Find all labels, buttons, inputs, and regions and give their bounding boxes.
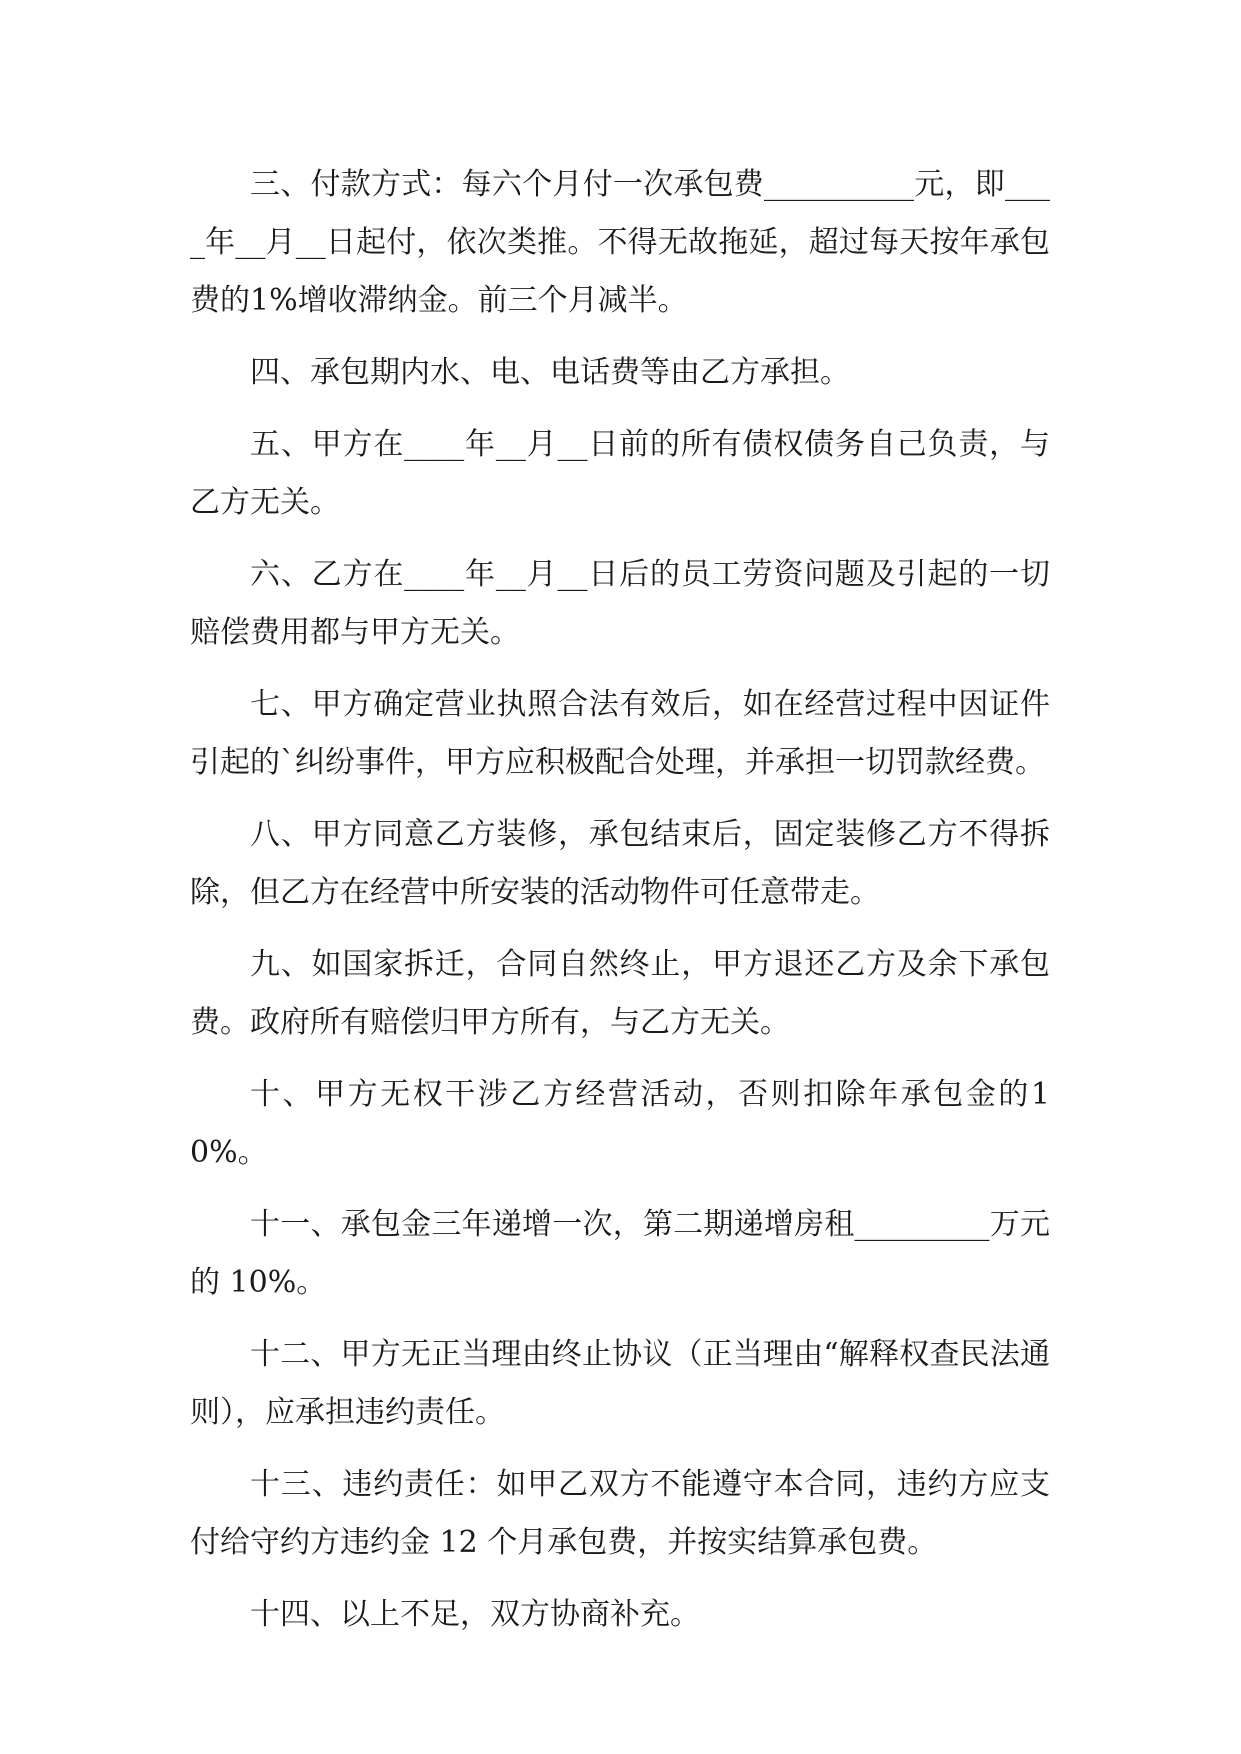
document-page — [190, 156, 1050, 1658]
clause-3-payment-method: 三、付款方式：每六个月付一次承包费__________元，即____年__月__日起付，依次类推。不得无故拖延，超过每天按年承包费的1%增收滞纳金。前三个月减半。 — [190, 167, 1050, 318]
clause-10-non-interference: 十、甲方无权干涉乙方经营活动，否则扣除年承包金的10%。 — [190, 1077, 1050, 1170]
clause-8-renovation: 八、甲方同意乙方装修，承包结束后，固定装修乙方不得拆除，但乙方在经营中所安装的活动物件可任意带走。 — [190, 817, 1050, 910]
clause-11-rent-increase: 十一、承包金三年递增一次，第二期递增房租_________万元的 10%。 — [190, 1207, 1050, 1300]
clause-4-utilities: 四、承包期内水、电、电话费等由乙方承担。 — [250, 355, 850, 390]
clause-7-business-license: 七、甲方确定营业执照合法有效后，如在经营过程中因证件引起的`纠纷事件，甲方应积极配合处理，并承担一切罚款经费。 — [190, 687, 1050, 780]
clause-9-demolition: 九、如国家拆迁，合同自然终止，甲方退还乙方及余下承包费。政府所有赔偿归甲方所有，与乙方无关。 — [190, 947, 1050, 1040]
clause-14-supplement: 十四、以上不足，双方协商补充。 — [250, 1597, 700, 1632]
clause-6-party-b-labor: 六、乙方在____年__月__日后的员工劳资问题及引起的一切赔偿费用都与甲方无关。 — [190, 557, 1050, 650]
clause-13-breach-liability: 十三、违约责任：如甲乙双方不能遵守本合同，违约方应支付给守约方违约金 12 个月承包费，并按实结算承包费。 — [190, 1467, 1050, 1560]
clause-5-party-a-debts: 五、甲方在____年__月__日前的所有债权债务自己负责，与乙方无关。 — [190, 427, 1050, 520]
clause-12-termination: 十二、甲方无正当理由终止协议（正当理由“解释权查民法通则），应承担违约责任。 — [190, 1337, 1050, 1430]
